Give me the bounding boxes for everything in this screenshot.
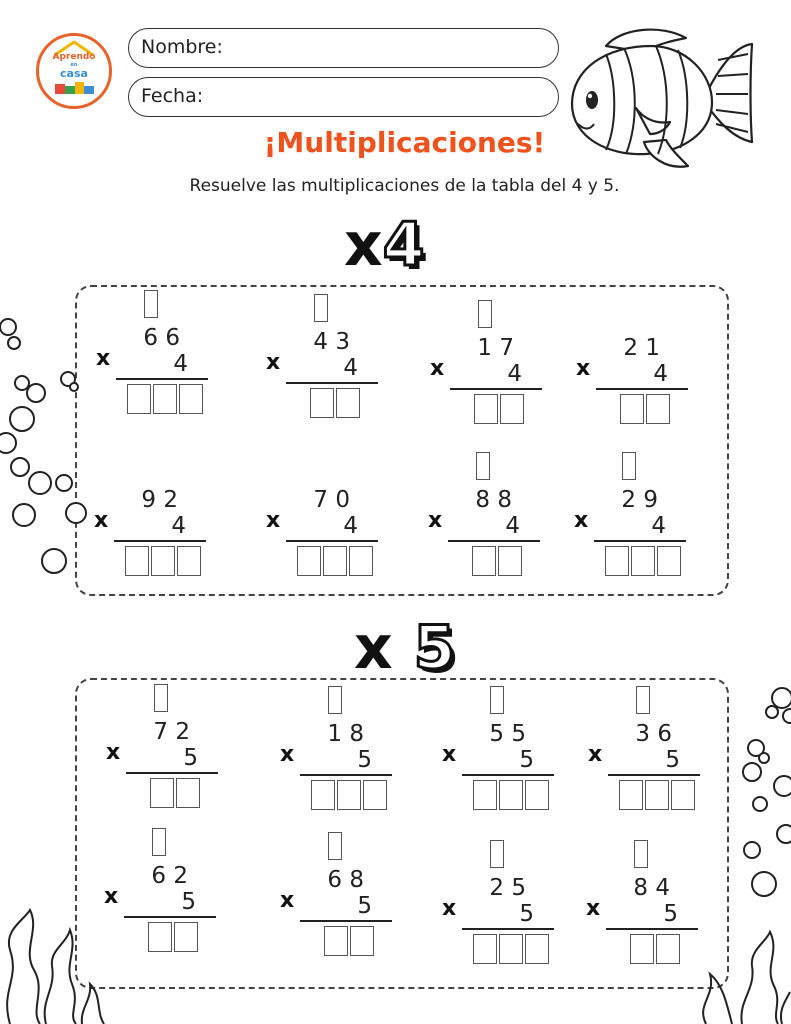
- multiplicand: 6 6: [143, 325, 180, 351]
- multiplicand: 3 6: [635, 721, 672, 747]
- multiply-sign: x: [442, 896, 457, 921]
- answer-digit-box[interactable]: [148, 922, 172, 952]
- answer-digit-box[interactable]: [525, 934, 549, 964]
- answer-digit-box[interactable]: [474, 394, 498, 424]
- multiplicand: 2 9: [621, 487, 658, 513]
- problem-4-6: [266, 452, 380, 562]
- multiply-sign: x: [430, 356, 445, 381]
- answer-digit-box[interactable]: [350, 926, 374, 956]
- multiplier: 4: [343, 355, 358, 381]
- answer-line: [450, 388, 542, 390]
- answer-line: [606, 928, 698, 930]
- logo-text-aprendo: Aprendo: [52, 52, 96, 62]
- answer-digit-box[interactable]: [337, 780, 361, 810]
- logo-text-casa: casa: [60, 67, 88, 80]
- answer-digit-box[interactable]: [349, 546, 373, 576]
- carry-box[interactable]: [634, 840, 648, 868]
- multiplicand: 2 5: [489, 875, 526, 901]
- multiply-sign: x: [266, 508, 281, 533]
- multiply-sign: x: [280, 888, 295, 913]
- answer-line: [286, 540, 378, 542]
- name-label: Nombre:: [141, 36, 223, 58]
- multiplicand: 6 2: [151, 863, 188, 889]
- carry-box[interactable]: [490, 840, 504, 868]
- answer-line: [608, 774, 700, 776]
- answer-digit-box[interactable]: [472, 546, 496, 576]
- multiply-sign: x: [94, 508, 109, 533]
- table-5-heading: [354, 613, 456, 683]
- multiplier: 4: [507, 361, 522, 387]
- multiplicand: 8 8: [475, 487, 512, 513]
- answer-digit-box[interactable]: [473, 780, 497, 810]
- blocks-icon: [55, 80, 95, 96]
- carry-box[interactable]: [144, 290, 158, 318]
- multiplicand: 5 5: [489, 721, 526, 747]
- multiply-sign: x: [428, 508, 443, 533]
- multiplicand: 7 0: [313, 487, 350, 513]
- answer-line: [596, 388, 688, 390]
- multiplicand: 1 7: [477, 335, 514, 361]
- answer-digit-box[interactable]: [176, 778, 200, 808]
- answer-digit-box[interactable]: [646, 394, 670, 424]
- multiplier: 5: [357, 747, 372, 773]
- seaweed-icon: [0, 900, 110, 1024]
- answer-digit-box[interactable]: [177, 546, 201, 576]
- multiplier: 5: [519, 901, 534, 927]
- multiply-sign: x: [96, 346, 111, 371]
- answer-line: [116, 378, 208, 380]
- problem-5-4: [588, 686, 702, 796]
- carry-box[interactable]: [478, 300, 492, 328]
- answer-digit-box[interactable]: [498, 546, 522, 576]
- answer-line: [594, 540, 686, 542]
- multiply-sign: x: [106, 740, 121, 765]
- problem-5-7: [442, 840, 556, 950]
- problem-5-8: [586, 840, 700, 950]
- date-label: Fecha:: [141, 85, 204, 107]
- answer-line: [462, 774, 554, 776]
- answer-digit-box[interactable]: [150, 778, 174, 808]
- answer-boxes: [150, 778, 202, 808]
- carry-box[interactable]: [636, 686, 650, 714]
- problem-4-4: [576, 300, 690, 410]
- multiply-sign: x: [574, 508, 589, 533]
- answer-digit-box[interactable]: [500, 394, 524, 424]
- answer-digit-box[interactable]: [645, 780, 669, 810]
- multiplier: 5: [183, 745, 198, 771]
- answer-boxes: [472, 546, 524, 576]
- logo-badge: [36, 33, 112, 109]
- answer-boxes: [324, 926, 376, 956]
- answer-digit-box[interactable]: [311, 780, 335, 810]
- bubbles-icon: [738, 686, 791, 906]
- multiply-sign: x: [266, 350, 281, 375]
- multiplier: 5: [665, 747, 680, 773]
- problem-5-5: [104, 828, 218, 938]
- multiply-sign: x: [280, 742, 295, 767]
- answer-digit-box[interactable]: [499, 934, 523, 964]
- problem-4-8: [574, 452, 688, 562]
- answer-digit-box[interactable]: [525, 780, 549, 810]
- logo-text-en: en: [70, 62, 78, 68]
- answer-digit-box[interactable]: [125, 546, 149, 576]
- answer-digit-box[interactable]: [336, 388, 360, 418]
- multiplicand: 8 4: [633, 875, 670, 901]
- answer-boxes: [297, 546, 375, 576]
- problem-5-1: [106, 684, 220, 794]
- answer-digit-box[interactable]: [499, 780, 523, 810]
- carry-box[interactable]: [154, 684, 168, 712]
- answer-boxes: [630, 934, 682, 964]
- answer-digit-box[interactable]: [631, 546, 655, 576]
- problem-4-5: [94, 452, 208, 562]
- seaweed-icon: [686, 930, 791, 1024]
- answer-digit-box[interactable]: [179, 384, 203, 414]
- answer-digit-box[interactable]: [473, 934, 497, 964]
- answer-digit-box[interactable]: [153, 384, 177, 414]
- problem-5-6: [280, 832, 394, 942]
- multiplier: 4: [653, 361, 668, 387]
- answer-digit-box[interactable]: [656, 934, 680, 964]
- answer-digit-box[interactable]: [620, 394, 644, 424]
- heading-x: x: [344, 210, 383, 280]
- multiply-sign: x: [588, 742, 603, 767]
- multiplier: 4: [343, 513, 358, 539]
- problem-5-2: [280, 686, 394, 796]
- bubbles-icon: [0, 315, 80, 585]
- multiplier: 4: [651, 513, 666, 539]
- multiplier: 4: [505, 513, 520, 539]
- answer-digit-box[interactable]: [619, 780, 643, 810]
- answer-line: [300, 774, 392, 776]
- answer-digit-box[interactable]: [297, 546, 321, 576]
- multiply-sign: x: [576, 356, 591, 381]
- date-field[interactable]: [128, 77, 559, 117]
- answer-digit-box[interactable]: [363, 780, 387, 810]
- answer-boxes: [310, 388, 362, 418]
- heading-num-4: 4: [382, 210, 425, 280]
- instructions-text: Resuelve las multiplicaciones de la tabla del 4 y 5.: [189, 176, 620, 196]
- table-4-heading: [344, 210, 425, 280]
- answer-boxes: [619, 780, 697, 810]
- answer-boxes: [473, 934, 551, 964]
- answer-boxes: [148, 922, 200, 952]
- multiplier: 5: [519, 747, 534, 773]
- answer-line: [126, 772, 218, 774]
- answer-digit-box[interactable]: [324, 926, 348, 956]
- answer-digit-box[interactable]: [127, 384, 151, 414]
- answer-line: [286, 382, 378, 384]
- answer-line: [462, 928, 554, 930]
- answer-digit-box[interactable]: [605, 546, 629, 576]
- answer-digit-box[interactable]: [671, 780, 695, 810]
- carry-box[interactable]: [314, 294, 328, 322]
- problem-4-3: [430, 300, 544, 410]
- multiplicand: 9 2: [141, 487, 178, 513]
- answer-boxes: [125, 546, 203, 576]
- multiply-sign: x: [442, 742, 457, 767]
- heading-x: x: [354, 613, 393, 683]
- answer-boxes: [620, 394, 672, 424]
- answer-digit-box[interactable]: [174, 922, 198, 952]
- answer-digit-box[interactable]: [151, 546, 175, 576]
- multiplier: 4: [171, 513, 186, 539]
- problem-4-7: [428, 452, 542, 562]
- answer-boxes: [311, 780, 389, 810]
- multiplier: 5: [663, 901, 678, 927]
- carry-box[interactable]: [476, 452, 490, 480]
- multiplicand: 2 1: [623, 335, 660, 361]
- problem-4-2: [266, 294, 380, 404]
- multiplier: 5: [181, 889, 196, 915]
- page-title: ¡Multiplicaciones!: [263, 126, 546, 159]
- answer-line: [448, 540, 540, 542]
- problem-4-1: [96, 290, 210, 400]
- multiplicand: 7 2: [153, 719, 190, 745]
- answer-digit-box[interactable]: [657, 546, 681, 576]
- carry-box[interactable]: [152, 828, 166, 856]
- carry-box[interactable]: [490, 686, 504, 714]
- answer-boxes: [127, 384, 205, 414]
- carry-box[interactable]: [328, 686, 342, 714]
- answer-boxes: [473, 780, 551, 810]
- carry-box[interactable]: [328, 832, 342, 860]
- answer-digit-box[interactable]: [630, 934, 654, 964]
- multiplicand: 4 3: [313, 329, 350, 355]
- answer-boxes: [474, 394, 526, 424]
- answer-line: [124, 916, 216, 918]
- answer-line: [114, 540, 206, 542]
- carry-box[interactable]: [622, 452, 636, 480]
- multiplier: 4: [173, 351, 188, 377]
- heading-num-5: 5: [413, 613, 456, 683]
- multiplicand: 6 8: [327, 867, 364, 893]
- name-field[interactable]: [128, 28, 559, 68]
- multiply-sign: x: [104, 884, 119, 909]
- answer-digit-box[interactable]: [323, 546, 347, 576]
- multiply-sign: x: [586, 896, 601, 921]
- multiplicand: 1 8: [327, 721, 364, 747]
- answer-line: [300, 920, 392, 922]
- answer-digit-box[interactable]: [310, 388, 334, 418]
- multiplier: 5: [357, 893, 372, 919]
- problem-5-3: [442, 686, 556, 796]
- answer-boxes: [605, 546, 683, 576]
